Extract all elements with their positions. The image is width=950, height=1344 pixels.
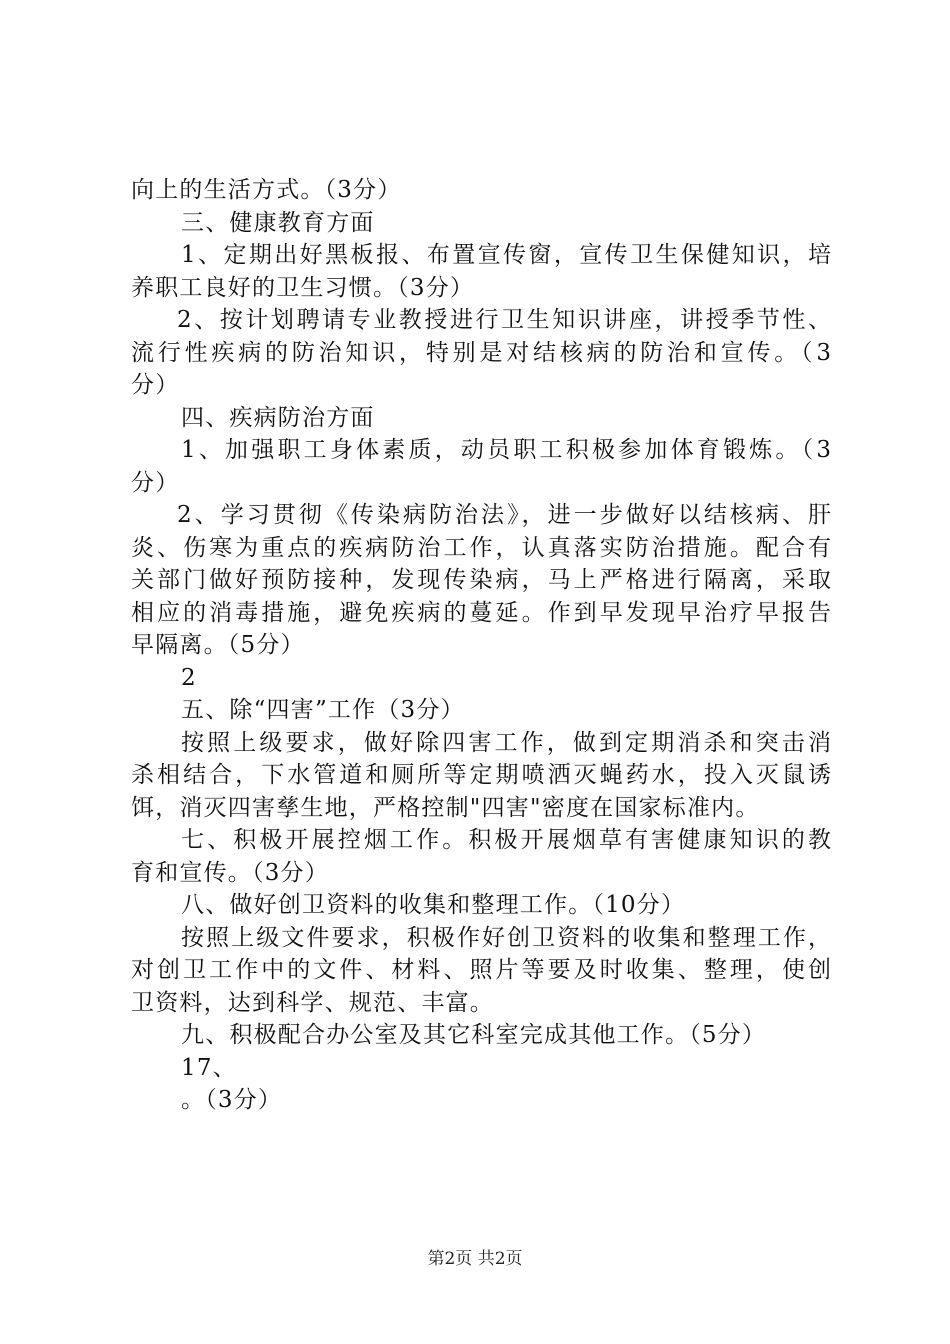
section-heading: 五、除“四害”工作（3分） [181,697,465,723]
section-heading: 九、积极配合办公室及其它科室完成其他工作。（5分） [181,1022,767,1048]
text-line: 向上的生活方式。（3分） [131,177,402,203]
text-line: 相应的消毒措施，避免疾病的蔓延。作到早发现早治疗早报告 [131,599,831,626]
section-heading: 三、健康教育方面 [181,209,375,236]
text-line: 卫资料，达到科学、规范、丰富。 [131,989,494,1016]
text-line: 2、按计划聘请专业教授进行卫生知识讲座，讲授季节性、 [177,307,831,333]
section-heading: 七、积极开展控烟工作。积极开展烟草有害健康知识的教 [181,827,831,853]
text-line: 关部门做好预防接种，发现传染病，马上严格进行隔离，采取 [131,567,831,593]
document-body [131,174,831,1117]
text-line: 按照上级要求，做好除四害工作，做到定期消杀和突击消 [181,729,831,756]
text-line: 流行性疾病的防治知识，特别是对结核病的防治和宣传。（3 [131,339,831,366]
text-line: 2、学习贯彻《传染病防治法》，进一步做好以结核病、肝 [177,502,831,528]
text-line: 。（3分） [181,1087,283,1113]
text-line: 饵，消灭四害孳生地，严格控制"四害"密度在国家标准内。 [131,794,760,821]
text-line: 1、定期出好黑板报、布置宣传窗，宣传卫生保健知识，培 [181,242,831,268]
page-number-marker: 2 [181,664,197,691]
text-line: 按照上级文件要求，积极作好创卫资料的收集和整理工作， [181,924,831,951]
text-line: 分） [131,469,180,496]
page-footer: 第2页 共2页 [427,1249,523,1269]
text-line: 养职工良好的卫生习惯。（3分） [131,274,475,301]
section-heading: 四、疾病防治方面 [181,404,375,431]
text-line: 17、 [181,1054,237,1081]
text-line: 育和宣传。（3分） [131,859,329,886]
text-line: 1、加强职工身体素质，动员职工积极参加体育锻炼。（3 [181,437,831,463]
text-line: 对创卫工作中的文件、材料、照片等要及时收集、整理，使创 [131,957,831,983]
text-line: 杀相结合，下水管道和厕所等定期喷洒灭蝇药水，投入灭鼠诱 [131,762,831,788]
section-heading: 八、做好创卫资料的收集和整理工作。（10分） [181,892,686,918]
text-line: 早隔离。（5分） [131,632,305,658]
text-line: 炎、伤寒为重点的疾病防治工作，认真落实防治措施。配合有 [131,534,831,561]
text-line: 分） [131,372,180,398]
